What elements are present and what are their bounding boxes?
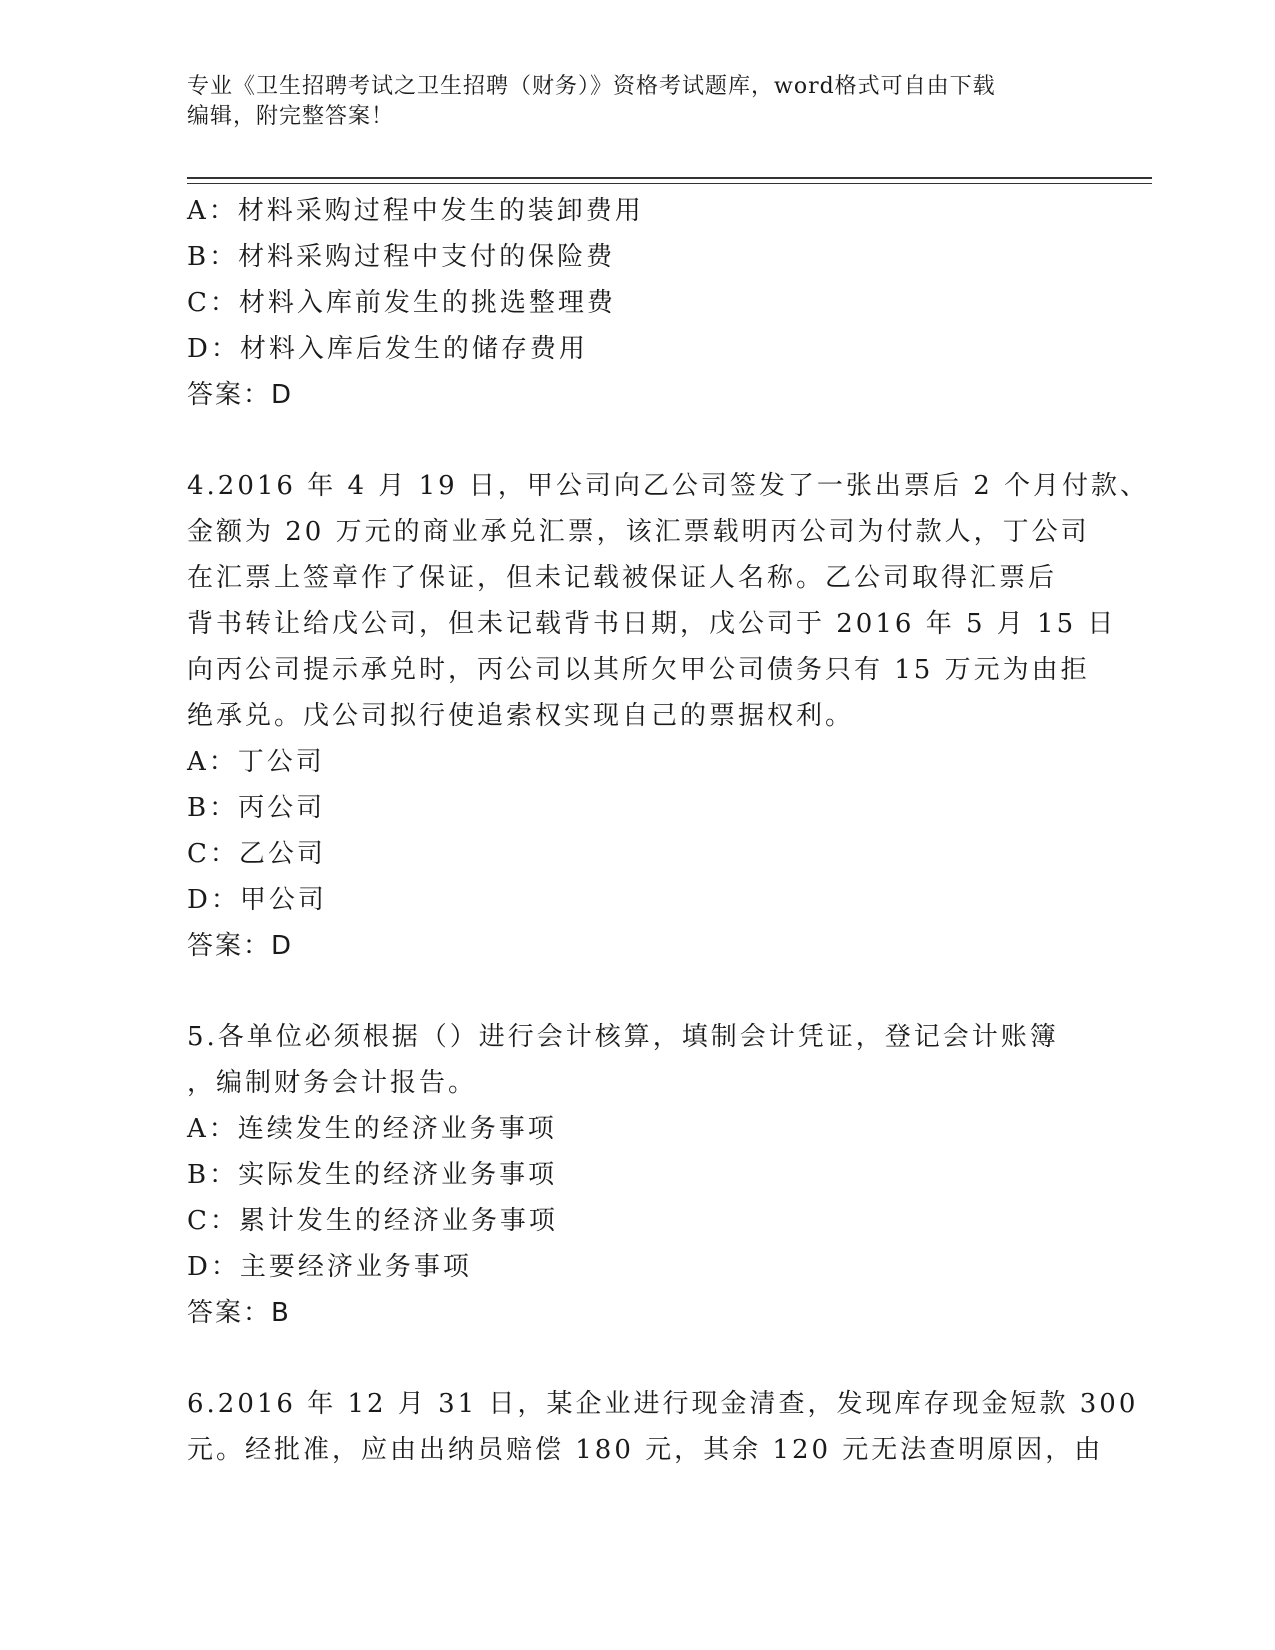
question-6 (187, 1381, 1139, 1473)
header-line-2: 编辑，附完整答案！ (187, 104, 395, 129)
question-3 (187, 188, 1087, 418)
option-b: B：实际发生的经济业务事项 (187, 1160, 558, 1190)
option-c: C：材料入库前发生的挑选整理费 (187, 288, 616, 318)
option-a: A：材料采购过程中发生的装卸费用 (187, 196, 644, 226)
question-list (187, 188, 1149, 1473)
option-a: A：连续发生的经济业务事项 (187, 1114, 557, 1144)
document-header (187, 72, 1087, 132)
question-stem-line: 向丙公司提示承兑时，丙公司以其所欠甲公司债务只有 15 万元为由拒 (187, 655, 1090, 685)
option-b: B：材料采购过程中支付的保险费 (187, 242, 616, 272)
question-stem-line: ，编制财务会计报告。 (187, 1068, 478, 1098)
question-4 (187, 463, 1149, 969)
question-stem-line: 在汇票上签章作了保证，但未记载被保证人名称。乙公司取得汇票后 (187, 563, 1058, 593)
option-c: C：乙公司 (187, 839, 326, 869)
header-divider-thin (187, 183, 1152, 184)
answer: 答案：D (187, 380, 294, 410)
question-stem-line: 6.2016 年 12 月 31 日，某企业进行现金清查，发现库存现金短款 300 (187, 1389, 1139, 1419)
spacer (187, 418, 1087, 463)
option-d: D：主要经济业务事项 (187, 1252, 472, 1282)
question-stem-line: 5.各单位必须根据（）进行会计核算，填制会计凭证，登记会计账簿 (187, 1022, 1059, 1052)
answer: 答案：D (187, 931, 294, 961)
answer: 答案：B (187, 1298, 291, 1328)
option-b: B：丙公司 (187, 793, 326, 823)
option-a: A：丁公司 (187, 747, 325, 777)
question-stem-line: 元。经批准，应由出纳员赔偿 180 元，其余 120 元无法查明原因，由 (187, 1435, 1104, 1465)
option-d: D：甲公司 (187, 885, 327, 915)
option-d: D：材料入库后发生的储存费用 (187, 334, 588, 364)
header-line-1: 专业《卫生招聘考试之卫生招聘（财务）》资格考试题库，word格式可自由下载 (187, 74, 996, 99)
spacer (187, 969, 1087, 1014)
spacer (187, 1336, 1087, 1381)
question-stem-line: 金额为 20 万元的商业承兑汇票，该汇票载明丙公司为付款人，丁公司 (187, 517, 1090, 547)
question-stem-line: 4.2016 年 4 月 19 日，甲公司向乙公司签发了一张出票后 2 个月付款、 (187, 471, 1149, 501)
question-5 (187, 1014, 1087, 1336)
header-divider-thick (187, 177, 1152, 179)
option-c: C：累计发生的经济业务事项 (187, 1206, 558, 1236)
question-stem-line: 背书转让给戊公司，但未记载背书日期，戊公司于 2016 年 5 月 15 日 (187, 609, 1117, 639)
question-stem-line: 绝承兑。戊公司拟行使追索权实现自己的票据权利。 (187, 701, 855, 731)
